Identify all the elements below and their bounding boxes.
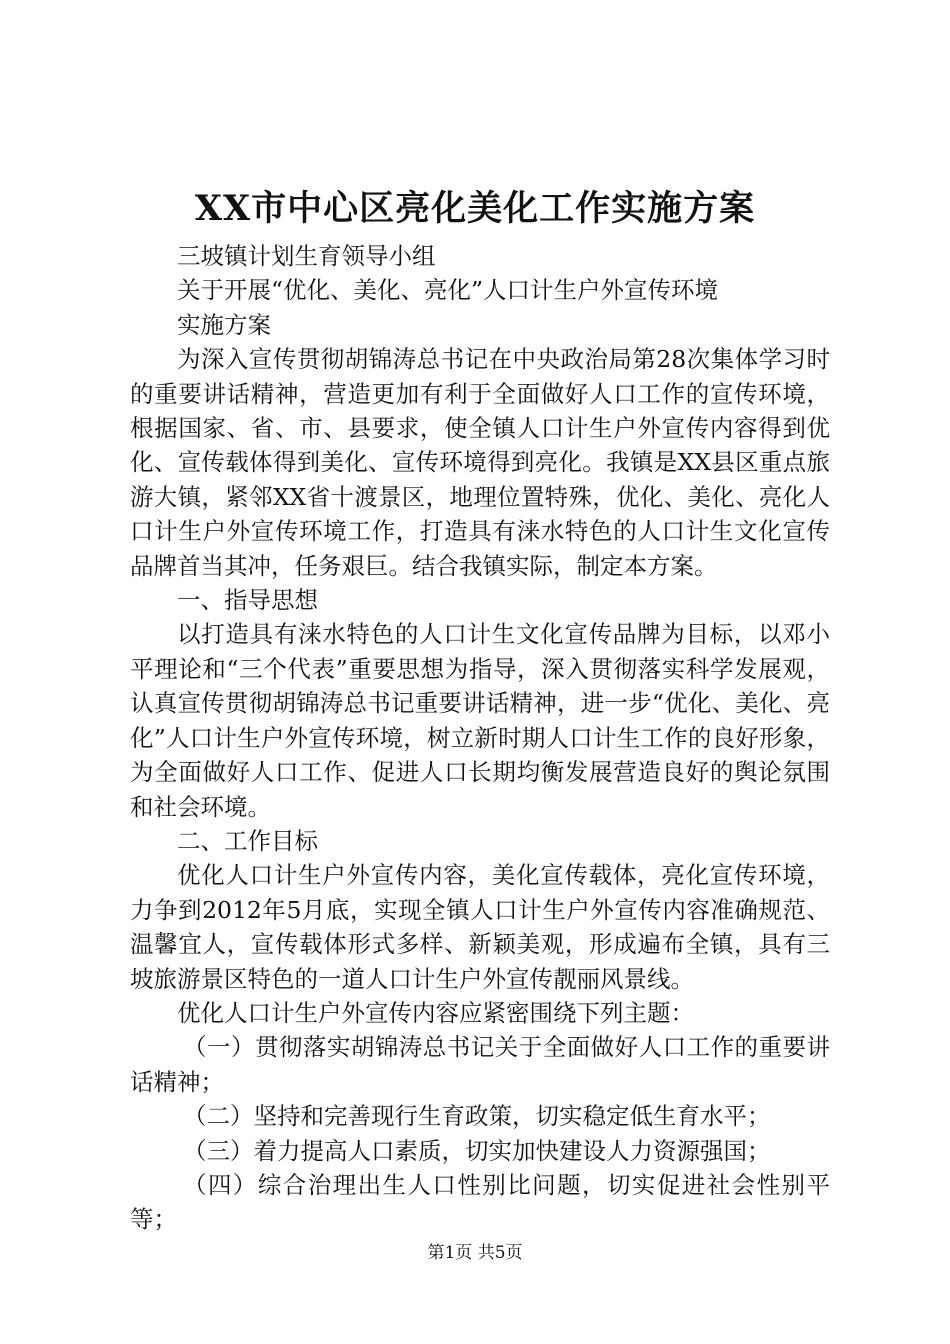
document-title: XX市中心区亮化美化工作实施方案 — [194, 188, 756, 229]
page-footer: 第1页 共5页 — [427, 1243, 523, 1263]
list-item-theme-4: （四）综合治理出生人口性别比问题，切实促进社会性别平等； — [130, 1170, 830, 1234]
paragraph-subject: 关于开展“优化、美化、亮化”人口计生户外宣传环境 — [177, 276, 719, 305]
list-item-theme-3: （三）着力提高人口素质，切实加快建设人力资源强国； — [183, 1136, 771, 1165]
paragraph-intro: 为深入宣传贯彻胡锦涛总书记在中央政治局第28次集体学习时的重要讲话精神，营造更加有利于全面做好人口工作的宣传环境，根据国家、省、市、县要求，使全镇人口计生户外宣传内容得到优化、宣传载体得到美化、宣传环境得到亮化。我镇是XX县区重点旅游大镇，紧邻XX省十渡景区，地理位置特殊，优化、美化、亮化人口计生户外宣传环境工作，打造具有涞水特色的人口计生文化宣传品牌首当其冲，任务艰巨。结合我镇实际，制定本方案。 — [130, 345, 830, 580]
section-heading-work-goals: 二、工作目标 — [177, 826, 318, 855]
section-heading-guiding-ideology: 一、指导思想 — [177, 586, 318, 615]
list-item-theme-1: （一）贯彻落实胡锦涛总书记关于全面做好人口工作的重要讲话精神； — [130, 1033, 830, 1096]
list-item-theme-2: （二）坚持和完善现行生育政策，切实稳定低生育水平； — [183, 1102, 771, 1131]
paragraph-themes-intro: 优化人口计生户外宣传内容应紧密围绕下列主题： — [177, 998, 694, 1027]
document-body — [130, 239, 830, 1237]
paragraph-guiding-ideology: 以打造具有涞水特色的人口计生文化宣传品牌为目标，以邓小平理论和“三个代表”重要思想为指导，深入贯彻落实科学发展观，认真宣传贯彻胡锦涛总书记重要讲话精神，进一步“优化、美化、亮化”人口计生户外宣传环境，树立新时期人口计生工作的良好形象，为全面做好人口工作、促进人口长期均衡发展营造良好的舆论氛围和社会环境。 — [130, 620, 830, 821]
paragraph-work-goals: 优化人口计生户外宣传内容，美化宣传载体，亮化宣传环境，力争到2012年5月底，实现全镇人口计生户外宣传内容准确规范、温馨宜人，宣传载体形式多样、新颖美观，形成遍布全镇，具有三坡旅游景区特色的一道人口计生户外宣传靓丽风景线。 — [130, 861, 830, 993]
paragraph-plan-label: 实施方案 — [177, 310, 271, 339]
paragraph-org-name: 三坡镇计划生育领导小组 — [177, 242, 436, 270]
